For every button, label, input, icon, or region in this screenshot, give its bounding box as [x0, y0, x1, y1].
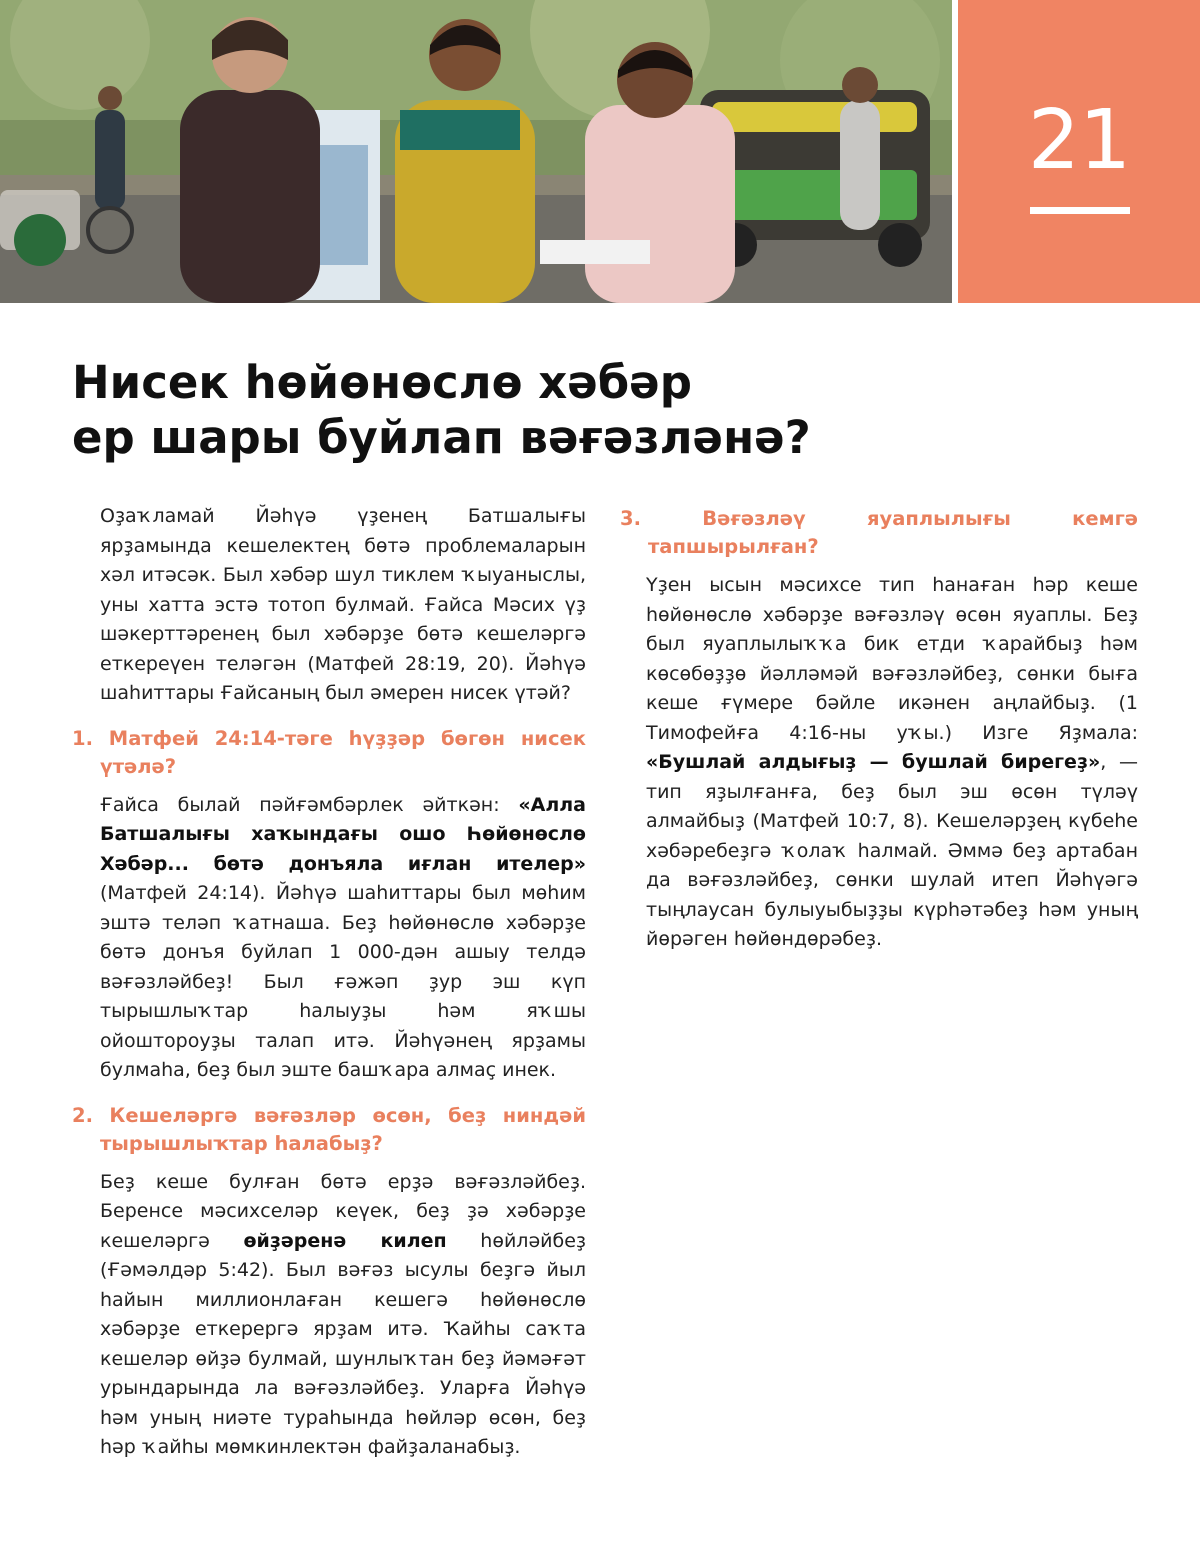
chapter-badge	[958, 0, 1200, 303]
page-title	[72, 355, 972, 465]
answer-3: Үҙен ысын мәсихсе тип һанаған һәр кеше һөйөнөслө хәбәрҙе вәғәзләү өсөн яуаплы. Беҙ был яуаплылыҡҡа бик етди ҡарайбыҙ һәм көсөбөҙҙө йәлләмәй вәғәзләйбеҙ, сөнки быға кеше ғүмере бәйле икәнен аңлайбыҙ. (1 Тимофейға 4:16-ны уҡы.) Изге Яҙмала: «Бушлай алдығыҙ — бушлай бирегеҙ», — тип яҙылғанға, беҙ был эш өсөн түләү алмайбыҙ (Матфей 10:7, 8). Кешеләрҙең күбеһе хәбәребеҙгә ҡолаҡ һалмай. Әммә беҙ артабан да вәғәзләйбеҙ, сөнки шулай итеп Йәһүәгә тыңлаусан булыуыбыҙҙы күрһәтәбеҙ һәм уның йөрәген һөйөндөрәбеҙ.	[646, 574, 1138, 950]
answer-1-quote: «Алла Батшалығы хаҡындағы ошо Һөйөнөслө Хәбәр... бөтә донъяла иғлан ителер»	[100, 793, 586, 875]
answer-3-quote: «Бушлай алдығыҙ — бушлай бирегеҙ»	[646, 751, 1101, 773]
question-3: 3. Вәғәзләү яуаплылығы кемгә тапшырылған?	[620, 507, 1138, 558]
right-column	[620, 505, 1138, 955]
title-line-1: Нисек һөйөнөслө хәбәр	[72, 356, 692, 409]
header-photo	[0, 0, 952, 303]
answer-2: Беҙ кеше булған бөтә ерҙә вәғәзләйбеҙ. Беренсе мәсихселәр кеүек, беҙ ҙә хәбәрҙе кешеләргә өйҙәренә килеп һөйләйбеҙ (Ғәмәлдәр 5:42). Был вәғәз ысулы беҙгә йыл һайын миллионлаған кешегә һөйөнөслө хәбәрҙе еткерергә ярҙам итә. Ҡайһы саҡта кешеләр өйҙә булмай, шунлыҡтан беҙ йәмәғәт урындарында ла вәғәзләйбеҙ. Уларға Йәһүә һәм уның ниәте тураһында һөйләр өсөн, беҙ һәр ҡайһы мөмкинлектән файҙаланабыҙ.	[100, 1170, 587, 1458]
answer-1: Ғайса былай пәйғәмбәрлек әйткән: «Алла Батшалығы хаҡындағы ошо Һөйөнөслө Хәбәр... бөтә донъяла иғлан ителер» (Матфей 24:14). Йәһүә шаһиттары был мөһим эштә теләп ҡатнаша. Беҙ һөйөнөслө хәбәрҙе бөтә донъя буйлап 1 000-дән ашыу телдә вәғәзләйбеҙ! Был ғәжәп ҙур эш күп тырышлыҡтар һалыуҙы һәм яҡшы ойоштороуҙы талап итә. Йәһүәнең ярҙамы булмаһа, беҙ был эште башҡара алмаҫ инек.	[100, 793, 586, 1081]
chapter-underline	[1030, 207, 1130, 214]
question-1: 1. Матфей 24:14-тәге һүҙҙәр бөгөн нисек үтәлә?	[72, 726, 586, 778]
question-2: 2. Кешеләргә вәғәзләр өсөн, беҙ ниндәй тырышлыҡтар һалабыҙ?	[72, 1103, 586, 1155]
intro-paragraph: Оҙаҡламай Йәһүә үҙенең Батшалығы ярҙамында кешелектең бөтә проблемаларын хәл итәсәк. Был хәбәр шул тиклем ҡыуаныслы, уны хатта эстә тотоп булмай. Ғайса Мәсих үҙ шәкерттәренең был хәбәрҙе бөтә кешеләргә еткереүен теләгән (Матфей 28:19, 20). Йәһүә шаһиттары Ғайсаның был әмерен нисек үтәй?	[100, 505, 586, 704]
street-scene-illustration	[0, 0, 952, 303]
left-column	[72, 502, 587, 1463]
chapter-number: 21	[1027, 93, 1131, 188]
title-line-2: ер шары буйлап вәғәзләнә?	[72, 411, 811, 464]
answer-2-emphasis: өйҙәренә килеп	[243, 1229, 447, 1252]
